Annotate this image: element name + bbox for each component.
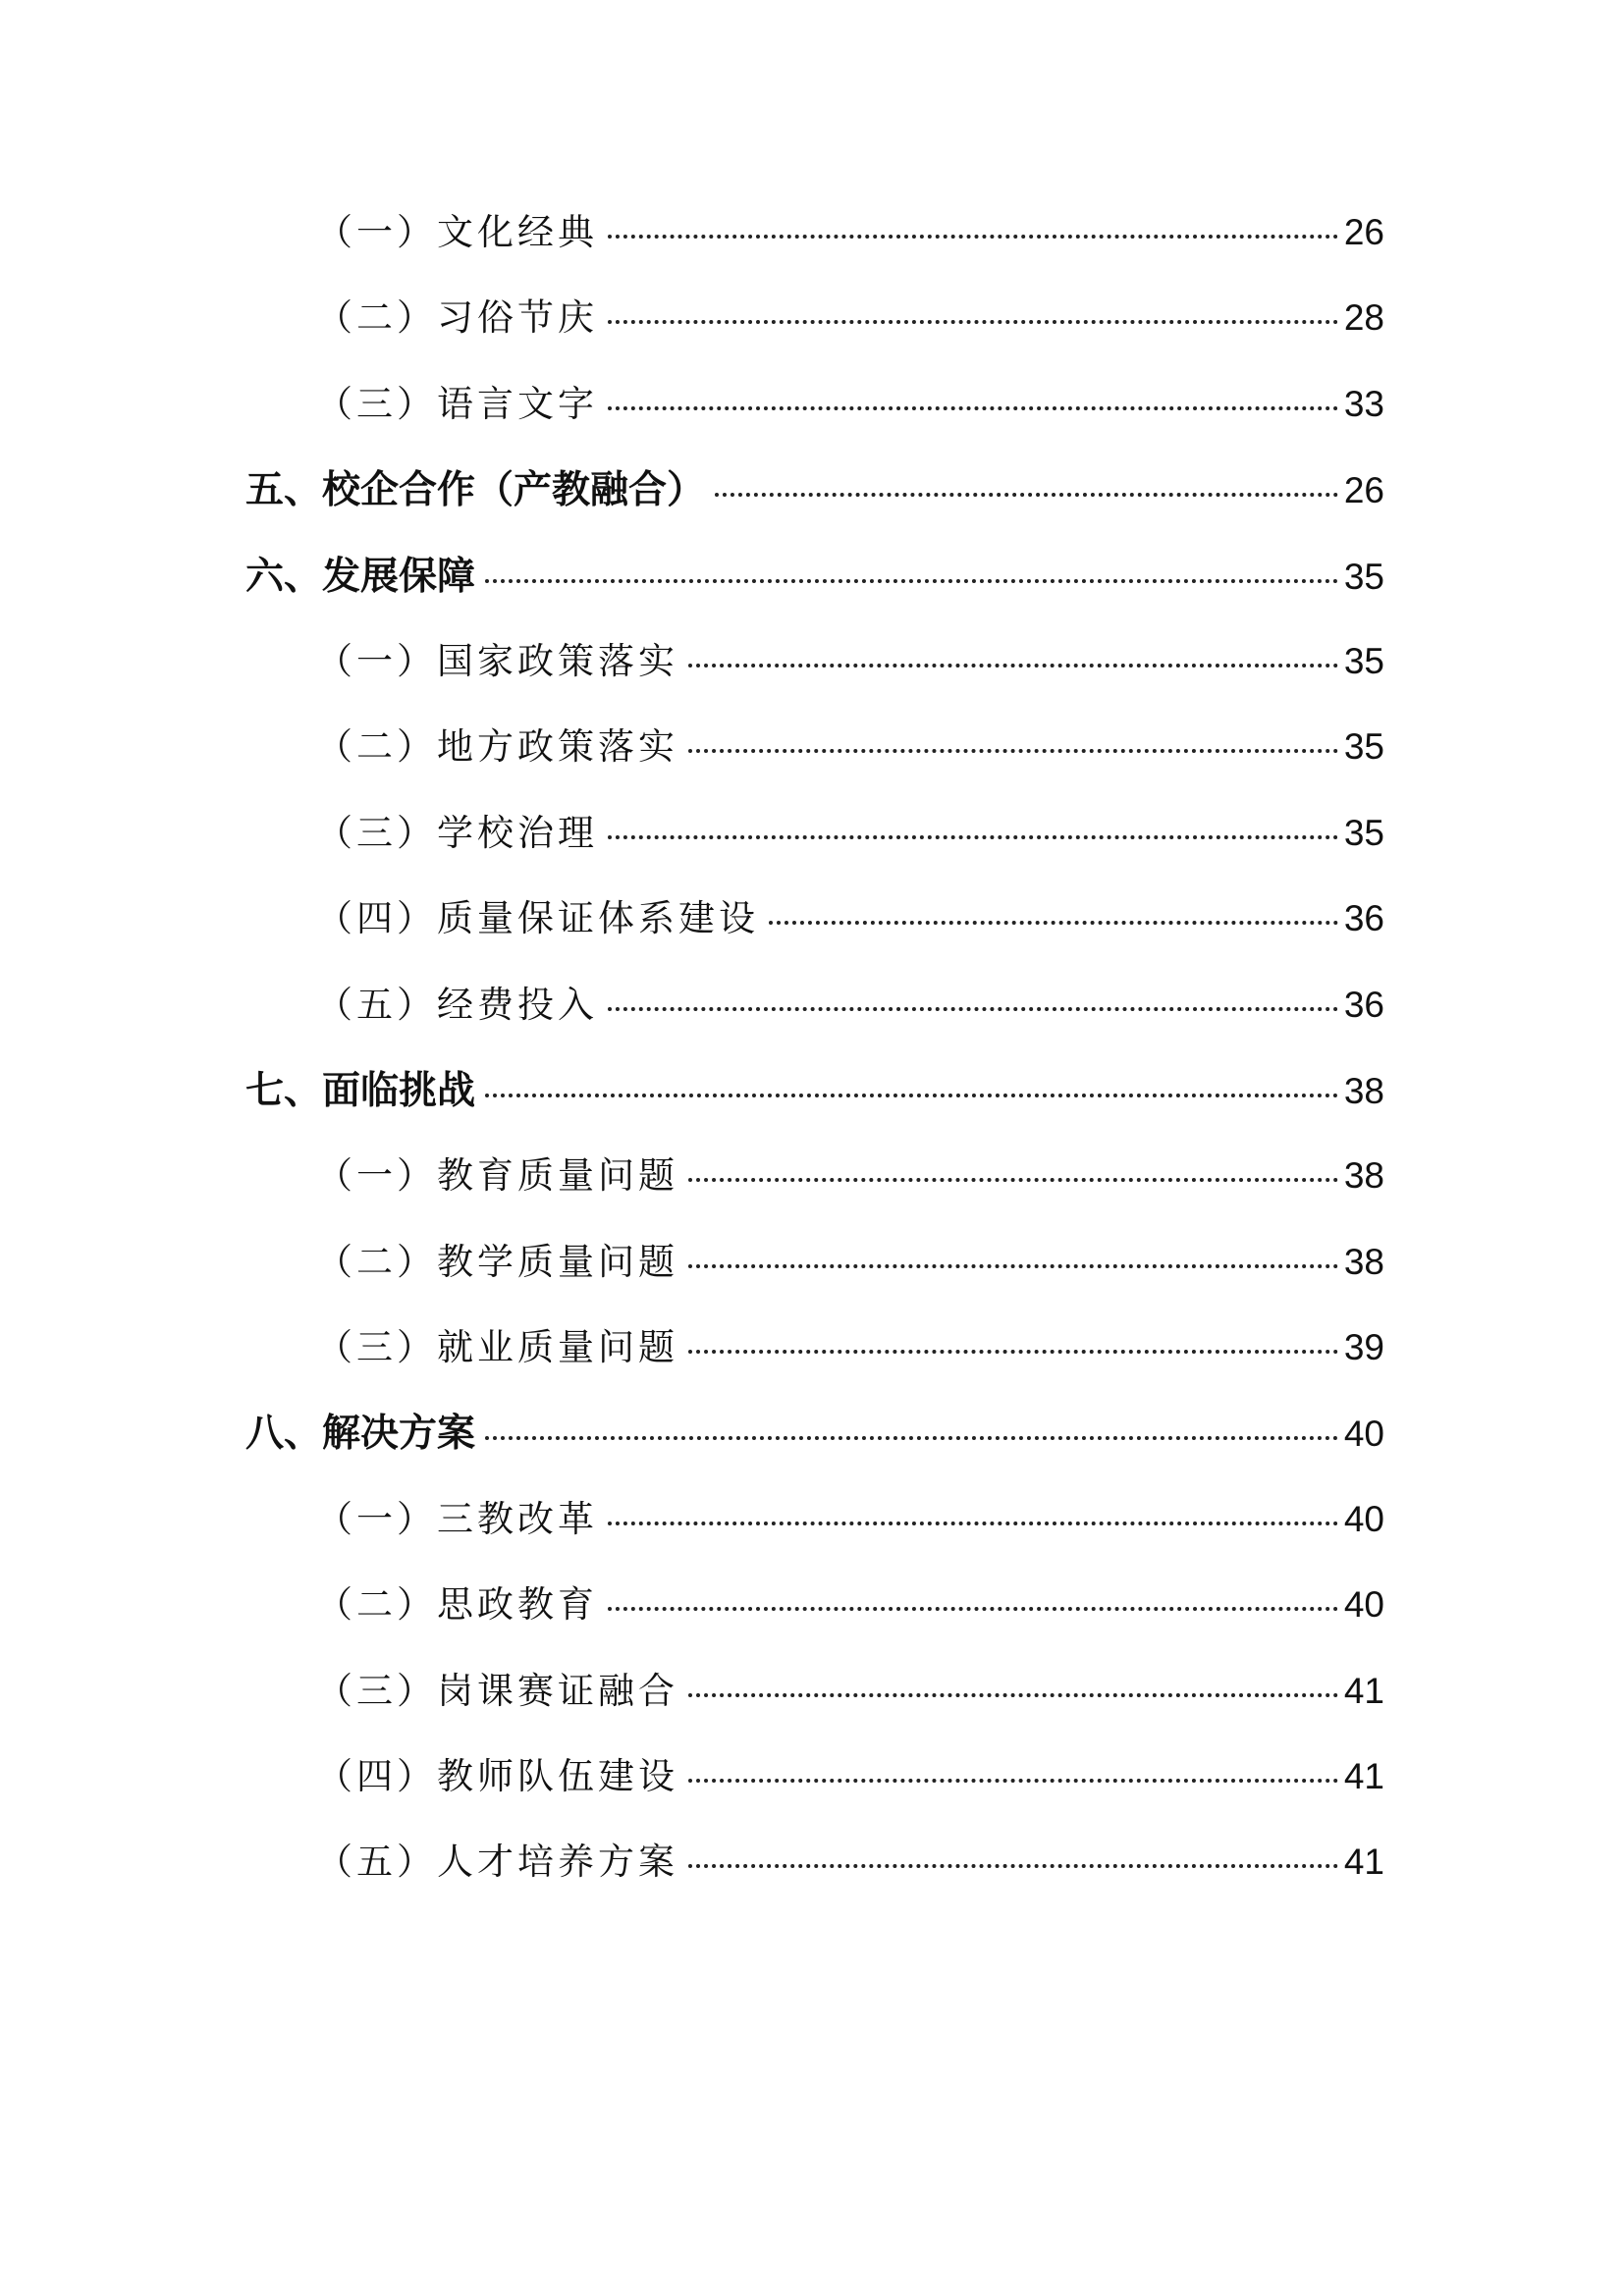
toc-entry-title: 学校治理 [437,811,598,854]
toc-section-entry[interactable] [245,1317,1384,1403]
dot-leader [608,1522,1338,1525]
toc-entry-number: （二） [316,296,437,340]
dot-leader [608,406,1338,410]
toc-section-entry[interactable] [245,803,1384,888]
toc-chapter-entry[interactable] [245,459,1384,545]
toc-section-entry[interactable] [245,1746,1384,1832]
dot-leader [485,1094,1338,1097]
toc-section-entry[interactable] [245,1489,1384,1575]
toc-section-entry[interactable] [245,288,1384,373]
toc-entry-page-number: 38 [1343,1241,1384,1282]
dot-leader [688,1350,1338,1354]
toc-entry-title: 文化经典 [437,211,598,253]
toc-entry-title: 校企合作（产教融合） [322,468,706,513]
toc-entry-number: （二） [316,1240,437,1283]
toc-entry-number: （三） [316,1326,437,1369]
dot-leader [485,579,1338,583]
toc-entry-number: 六、 [245,554,323,599]
toc-entry-number: （三） [316,811,437,854]
toc-entry-number: （一） [316,211,437,253]
dot-leader [608,1007,1338,1011]
dot-leader [688,749,1338,753]
dot-leader [688,1779,1338,1783]
toc-section-entry[interactable] [245,1232,1384,1317]
toc-section-entry[interactable] [245,1661,1384,1746]
toc-entry-number: （三） [316,382,437,425]
toc-entry-number: （五） [316,1841,437,1884]
toc-entry-title: 岗课赛证融合 [437,1669,678,1712]
dot-leader [688,1264,1338,1268]
toc-entry-title: 面临挑战 [322,1068,476,1113]
dot-leader [608,320,1338,324]
toc-entry-title: 习俗节庆 [437,296,598,340]
dot-leader [608,835,1338,839]
toc-section-entry[interactable] [245,975,1384,1060]
toc-chapter-entry[interactable] [245,546,1384,631]
toc-section-entry[interactable] [245,374,1384,459]
toc-entry-page-number: 39 [1343,1327,1384,1368]
toc-section-entry[interactable] [245,1575,1384,1660]
toc-entry-page-number: 40 [1343,1414,1384,1455]
toc-entry-title: 教育质量问题 [437,1154,678,1198]
toc-entry-page-number: 26 [1343,212,1384,252]
toc-entry-title: 语言文字 [437,382,598,425]
toc-entry-number: （二） [316,725,437,769]
toc-entry-title: 教学质量问题 [437,1240,678,1283]
dot-leader [715,493,1338,497]
toc-entry-number: （四） [316,1755,437,1798]
toc-entry-title: 思政教育 [437,1583,598,1627]
toc-entry-page-number: 40 [1343,1498,1384,1539]
toc-entry-page-number: 35 [1343,812,1384,853]
toc-entry-page-number: 41 [1343,1756,1384,1797]
toc-entry-page-number: 38 [1343,1070,1384,1111]
toc-entry-title: 地方政策落实 [437,725,678,769]
toc-entry-title: 教师队伍建设 [437,1755,678,1798]
toc-entry-page-number: 41 [1343,1670,1384,1711]
toc-section-entry[interactable] [245,1832,1384,1917]
toc-entry-number: （四） [316,897,437,940]
toc-entry-number: （一） [316,1154,437,1198]
toc-entry-page-number: 36 [1343,984,1384,1025]
toc-entry-title: 经费投入 [437,983,598,1026]
toc-entry-page-number: 33 [1343,383,1384,424]
toc-entry-page-number: 40 [1343,1584,1384,1626]
toc-entry-number: 八、 [245,1412,323,1457]
toc-entry-number: （三） [316,1669,437,1712]
dot-leader [688,664,1338,667]
toc-section-entry[interactable] [245,631,1384,717]
dot-leader [608,235,1338,239]
dot-leader [769,921,1338,925]
toc-entry-page-number: 35 [1343,640,1384,681]
toc-chapter-entry[interactable] [245,1060,1384,1146]
toc-entry-title: 三教改革 [437,1497,598,1540]
dot-leader [608,1607,1338,1611]
toc-entry-number: （二） [316,1583,437,1627]
toc-entry-title: 国家政策落实 [437,639,678,682]
dot-leader [485,1436,1338,1440]
toc-entry-page-number: 38 [1343,1155,1384,1197]
dot-leader [688,1693,1338,1697]
toc-section-entry[interactable] [245,717,1384,802]
toc-entry-page-number: 36 [1343,898,1384,939]
toc-entry-title: 就业质量问题 [437,1326,678,1369]
dot-leader [688,1178,1338,1182]
toc-entry-title: 发展保障 [322,554,476,599]
toc-entry-number: 五、 [245,468,323,513]
toc-entry-title: 质量保证体系建设 [437,897,759,940]
toc-entry-page-number: 35 [1343,556,1384,597]
toc-entry-page-number: 28 [1343,297,1384,339]
toc-entry-page-number: 35 [1343,726,1384,768]
toc-section-entry[interactable] [245,202,1384,288]
toc-entry-page-number: 41 [1343,1842,1384,1883]
toc-entry-title: 解决方案 [322,1412,476,1457]
dot-leader [688,1864,1338,1868]
toc-section-entry[interactable] [245,1146,1384,1231]
toc-entry-page-number: 26 [1343,470,1384,511]
toc-entry-number: （一） [316,639,437,682]
toc-entry-number: 七、 [245,1068,323,1113]
toc-entry-number: （一） [316,1497,437,1540]
table-of-contents [245,202,1384,1918]
toc-section-entry[interactable] [245,888,1384,974]
toc-entry-number: （五） [316,983,437,1026]
toc-entry-title: 人才培养方案 [437,1841,678,1884]
toc-chapter-entry[interactable] [245,1403,1384,1488]
